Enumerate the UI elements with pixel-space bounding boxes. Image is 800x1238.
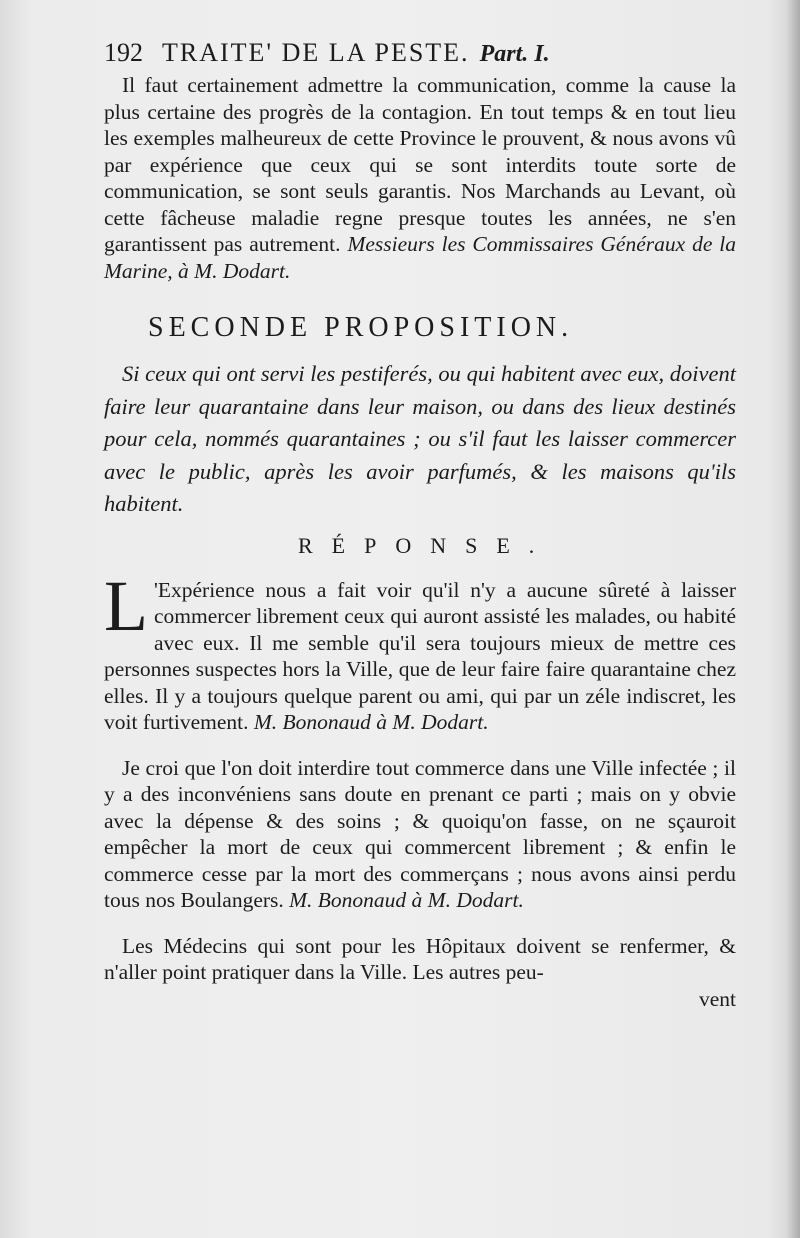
- answer-3-text: Les Médecins qui sont pour les Hôpitaux doivent se renfermer, & n'aller point pratiquer dans la Ville. Les autres peu-: [104, 933, 736, 984]
- intro-paragraph: [104, 72, 736, 284]
- answer-1-text: 'Expérience nous a fait voir qu'il n'y a aucune sûreté à laisser commercer librement ceux qui auront assisté les malades, ou habité avec eux. Il me semble qu'il sera toujours mieux de mettre ces personnes suspectes hors la Ville, que de leur faire faire quarantaine chez elles. Il y a toujours quelque parent ou ami, qui par un zéle indiscret, les voit furtivement.: [104, 577, 736, 734]
- running-head: [104, 38, 736, 68]
- catchword: vent: [698, 986, 736, 1011]
- answer-2-text: Je croi que l'on doit interdire tout commerce dans une Ville infectée ; il y a des inconvéniens sans doute en prenant ce parti ; mais on y obvie avec la dépense & des soins ; & quoiqu'on fasse, on ne sçauroit empêcher la mort de ceux qui commercent librement ; & enfin le commerce cesse par la mort des commerçans ; nous avons ainsi perdu tous nos Boulangers.: [104, 755, 736, 912]
- answer-paragraph-1: [104, 565, 736, 736]
- answer-paragraph-3: [104, 933, 736, 986]
- answer-1-signature: M. Bononaud à M. Dodart.: [253, 710, 489, 734]
- intro-text: Il faut certainement admettre la communication, comme la cause la plus certaine des progrès de la contagion. En tout temps & en tout lieu les exemples malheureux de cette Province le prouvent, & nous avons vû par expérience que ceux qui se sont interdits toute sorte de communication, se sont seuls garantis. Nos Marchands au Levant, où cette fâcheuse maladie regne presque toutes les années, ne s'en garantissent pas autrement.: [104, 73, 736, 256]
- drop-cap: L: [104, 565, 148, 646]
- answer-paragraph-2: [104, 755, 736, 914]
- question-paragraph: Si ceux qui ont servi les pestiferés, ou qui habitent avec eux, doivent faire leur quarantaine dans leur maison, ou dans des lieux destinés pour cela, nommés quarantaines ; ou s'il faut les laisser commercer avec le public, après les avoir parfumés, & les maisons qu'ils habitent.: [104, 361, 736, 516]
- answer-2-signature: M. Bononaud à M. Dodart.: [289, 888, 524, 912]
- reponse-heading: RÉPONSE.: [298, 532, 554, 558]
- page-content: [104, 38, 736, 1012]
- section-heading: SECONDE PROPOSITION.: [148, 312, 574, 343]
- running-title: TRAITE' DE LA PESTE.: [162, 38, 470, 67]
- running-part: Part. I.: [479, 41, 550, 67]
- page-number: 192: [104, 38, 143, 67]
- page-edge-shadow: [786, 0, 800, 1238]
- intro-signature: Messieurs les Commissaires Généraux de la Marine, à M. Dodart.: [104, 232, 737, 283]
